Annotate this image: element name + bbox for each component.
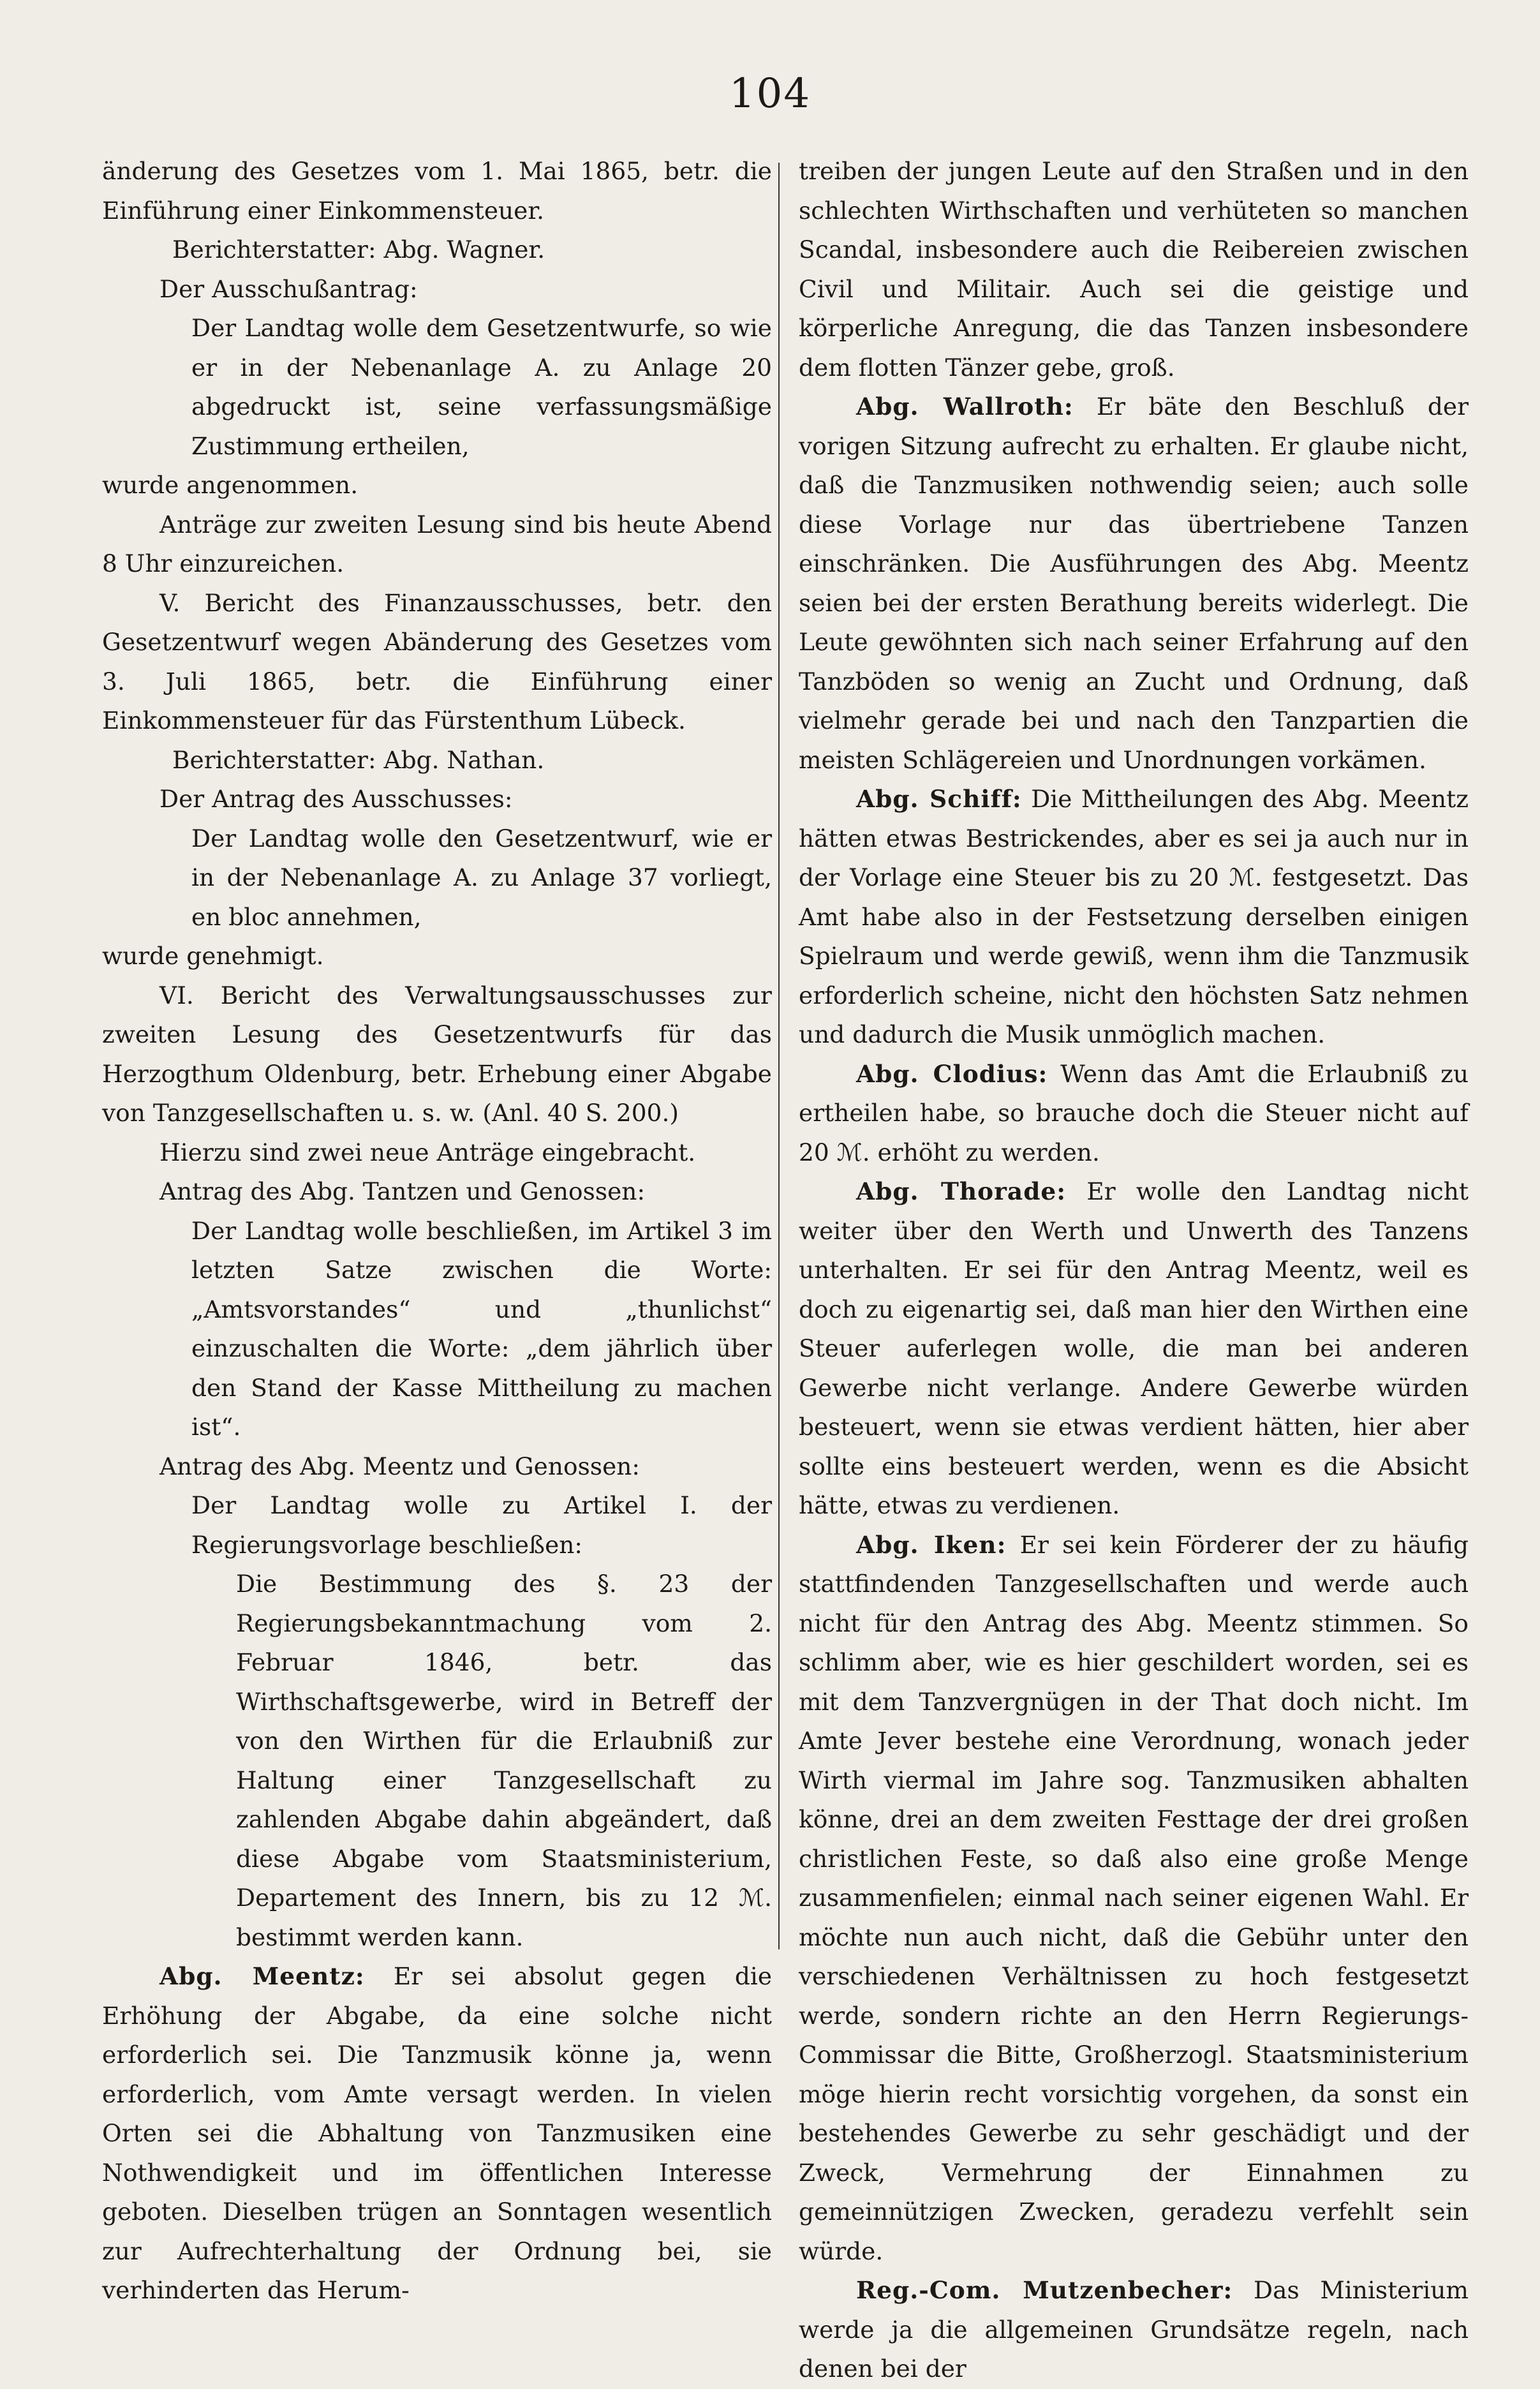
left-column bbox=[102, 152, 772, 2311]
paragraph-text: Er sei kein Förderer der zu häufig stattfindenden Tanzgesellschaften und werde auch nicht für den Antrag des Abg. Meentz stimmen. So schlimm aber, wie es hier geschildert worden, sei es mit dem Tanzvergnügen in der That doch nicht. Im Amte Jever bestehe eine Verordnung, wonach jeder Wirth viermal im Jahre sog. Tanzmusiken abhalten könne, drei an dem zweiten Festtage der drei großen christlichen Feste, so daß also eine große Menge zusammenfielen; einmal nach seiner eigenen Wahl. Er möchte nun auch nicht, daß die Gebühr unter den verschiedenen Verhältnissen zu hoch festgesetzt werde, sondern richte an den Herrn Regierungs-Commissar die Bitte, Großherzogl. Staatsministerium möge hierin recht vorsichtig vorgehen, da sonst ein bestehendes Gewerbe zu sehr geschädigt und der Zweck, Vermehrung der Einnahmen zu gemeinnützigen Zwecken, geradezu verfehlt sein würde. bbox=[799, 1530, 1469, 2265]
paragraph bbox=[799, 1055, 1469, 1173]
paragraph-text: Das Ministerium werde ja die allgemeinen Grundsätze regeln, nach denen bei der bbox=[799, 2276, 1469, 2383]
paragraph-text: Die Bestimmung des §. 23 der Regierungsbekanntmachung vom 2. Februar 1846, betr. das Wirthschaftsgewerbe, wird in Betreff der von den Wirthen für die Erlaubniß zur Haltung einer Tanzgesellschaft zu zahlenden Abgabe dahin abgeändert, daß diese Abgabe vom Staatsministerium, Departement des Innern, bis zu 12 ℳ. bestimmt werden kann. bbox=[236, 1570, 772, 1951]
paragraph bbox=[102, 505, 772, 584]
right-column bbox=[799, 152, 1469, 2389]
paragraph-text: Der Landtag wolle dem Gesetzentwurfe, so wie er in der Nebenanlage A. zu Anlage 20 abgedruckt ist, seine verfassungsmäßige Zustimmung ertheilen, bbox=[191, 314, 772, 460]
paragraph-text: Die Mittheilungen des Abg. Meentz hätten etwas Bestrickendes, aber es sei ja auch nur in der Vorlage eine Steuer bis zu 20 ℳ. festgesetzt. Das Amt habe also in der Festsetzung derselben einigen Spielraum und werde gewiß, wenn ihm die Tanzmusik erforderlich scheine, nicht den höchsten Satz nehmen und dadurch die Musik unmöglich machen. bbox=[799, 785, 1469, 1048]
paragraph-text: Antrag des Abg. Meentz und Genossen: bbox=[159, 1452, 640, 1480]
paragraph-text: Der Landtag wolle den Gesetzentwurf, wie er in der Nebenanlage A. zu Anlage 37 vorliegt, en bloc annehmen, bbox=[191, 824, 772, 931]
paragraph-text: Berichterstatter: Abg. Wagner. bbox=[172, 235, 545, 264]
paragraph bbox=[102, 937, 772, 976]
paragraph-text: wurde genehmigt. bbox=[102, 942, 324, 970]
paragraph bbox=[102, 1172, 772, 1212]
paragraph-text: Anträge zur zweiten Lesung sind bis heute Abend 8 Uhr einzureichen. bbox=[102, 510, 772, 577]
paragraph bbox=[799, 780, 1469, 1055]
paragraph-text: Hierzu sind zwei neue Anträge eingebracht. bbox=[159, 1138, 696, 1166]
paragraph-text: wurde angenommen. bbox=[102, 471, 359, 499]
paragraph bbox=[102, 1212, 772, 1447]
paragraph bbox=[102, 309, 772, 466]
paragraph-text: Er bäte den Beschluß der vorigen Sitzung aufrecht zu erhalten. Er glaube nicht, daß die Tanzmusiken nothwendig seien; auch solle diese Vorlage nur das übertriebene Tanzen einschränken. Die Ausführungen des Abg. Meentz seien bei der ersten Berathung bereits widerlegt. Die Leute gewöhnten sich nach seiner Erfahrung auf den Tanzböden so wenig an Zucht und Ordnung, daß vielmehr gerade bei und nach den Tanzpartien die meisten Schlägereien und Unordnungen vorkämen. bbox=[799, 392, 1469, 774]
paragraph-text: treiben der jungen Leute auf den Straßen und in den schlechten Wirthschaften und verhüteten so manchen Scandal, insbesondere auch die Reibereien zwischen Civil und Militair. Auch sei die geistige und körperliche Anregung, die das Tanzen insbesondere dem flotten Tänzer gebe, groß. bbox=[799, 157, 1469, 382]
speaker-name: Abg. Clodius: bbox=[856, 1059, 1048, 1088]
paragraph-text: Der Landtag wolle beschließen, im Artikel 3 im letzten Satze zwischen die Worte: „Amtsvorstandes“ und „thunlichst“ einzuschalten die Worte: „dem jährlich über den Stand der Kasse Mittheilung zu machen ist“. bbox=[191, 1216, 772, 1441]
paragraph bbox=[102, 1133, 772, 1173]
paragraph-text: VI. Bericht des Verwaltungsausschusses zur zweiten Lesung des Gesetzentwurfs für das Herzogthum Oldenburg, betr. Erhebung einer Abgabe von Tanzgesellschaften u. s. w. (Anl. 40 S. 200.) bbox=[102, 981, 772, 1127]
paragraph-text: Wenn das Amt die Erlaubniß zu ertheilen habe, so brauche doch die Steuer nicht auf 20 ℳ. erhöht zu werden. bbox=[799, 1059, 1469, 1166]
speaker-name: Reg.-Com. Mutzenbecher: bbox=[856, 2276, 1233, 2304]
speaker-name: Abg. Thorade: bbox=[856, 1177, 1067, 1205]
paragraph bbox=[102, 230, 772, 270]
speaker-name: Abg. Wallroth: bbox=[856, 392, 1074, 420]
paragraph-text: Der Landtag wolle zu Artikel I. der Regierungsvorlage beschließen: bbox=[191, 1491, 772, 1559]
paragraph bbox=[102, 1565, 772, 1957]
paragraph-text: änderung des Gesetzes vom 1. Mai 1865, betr. die Einführung einer Einkommensteuer. bbox=[102, 157, 772, 225]
paragraph bbox=[102, 976, 772, 1133]
paragraph bbox=[102, 1957, 772, 2311]
paragraph bbox=[799, 152, 1469, 387]
speaker-name: Abg. Iken: bbox=[856, 1530, 1007, 1559]
paragraph bbox=[102, 1447, 772, 1487]
speaker-name: Abg. Schiff: bbox=[856, 785, 1022, 813]
paragraph bbox=[102, 584, 772, 741]
paragraph bbox=[799, 387, 1469, 780]
paragraph bbox=[102, 466, 772, 505]
paragraph-text: Der Antrag des Ausschusses: bbox=[159, 785, 513, 813]
page-number: 104 bbox=[729, 70, 811, 117]
paragraph bbox=[102, 152, 772, 230]
paragraph-text: Er sei absolut gegen die Erhöhung der Abgabe, da eine solche nicht erforderlich sei. Die Tanzmusik könne ja, wenn erforderlich, vom Amte versagt werden. In vielen Orten sei die Abhaltung von Tanzmusiken eine Nothwendigkeit und im öffentlichen Interesse geboten. Dieselben trügen an Sonntagen wesentlich zur Aufrechterhaltung der Ordnung bei, sie verhinderten das Herum- bbox=[102, 1962, 773, 2304]
paragraph bbox=[102, 1486, 772, 1565]
paragraph-text: Der Ausschußantrag: bbox=[159, 274, 418, 303]
paragraph bbox=[799, 1172, 1469, 1526]
paragraph-text: Berichterstatter: Abg. Nathan. bbox=[172, 745, 545, 774]
paragraph bbox=[102, 780, 772, 819]
paragraph bbox=[102, 819, 772, 937]
column-divider bbox=[778, 163, 780, 1949]
paragraph bbox=[799, 1526, 1469, 2272]
speaker-name: Abg. Meentz: bbox=[159, 1962, 365, 1990]
paragraph-text: Er wolle den Landtag nicht weiter über den Werth und Unwerth des Tanzens unterhalten. Er sei für den Antrag Meentz, weil es doch zu eigenartig sei, daß man hier den Wirthen eine Steuer auferlegen wolle, die man bei anderen Gewerbe nicht verlange. Andere Gewerbe würden besteuert, wenn sie etwas verdient hätten, hier aber sollte eins besteuert werden, wenn es die Absicht hätte, etwas zu verdienen. bbox=[799, 1177, 1469, 1519]
paragraph bbox=[102, 270, 772, 309]
paragraph bbox=[799, 2271, 1469, 2389]
paragraph-text: V. Bericht des Finanzausschusses, betr. den Gesetzentwurf wegen Abänderung des Gesetzes vom 3. Juli 1865, betr. die Einführung einer Einkommensteuer für das Fürstenthum Lübeck. bbox=[102, 588, 772, 734]
paragraph bbox=[102, 741, 772, 780]
paragraph-text: Antrag des Abg. Tantzen und Genossen: bbox=[159, 1177, 646, 1205]
